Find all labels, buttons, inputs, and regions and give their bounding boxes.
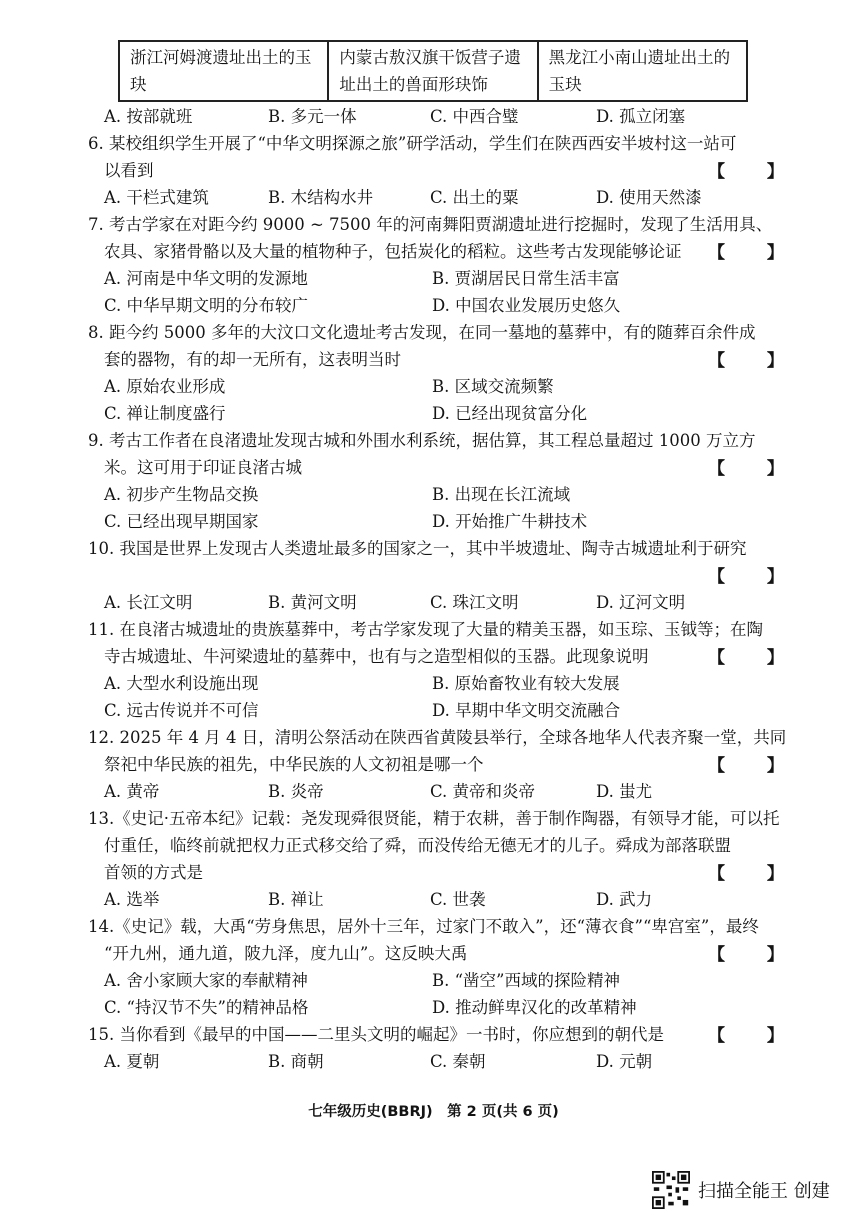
q8-option-d[interactable]: D. 已经出现贫富分化 (432, 404, 588, 423)
q10-stem-line1: 10. 我国是世界上发现古人类遗址最多的国家之一，其中半坡遗址、陶寺古城遗址利于研究 (88, 539, 747, 558)
q10-option-d[interactable]: D. 辽河文明 (596, 593, 686, 612)
q12-option-c[interactable]: C. 黄帝和炎帝 (430, 782, 536, 801)
scanner-watermark (652, 1170, 830, 1210)
q12-answer-bracket[interactable]: 【 】 (708, 756, 802, 776)
q7-stem-line2: 农具、家猪骨骼以及大量的植物种子，包括炭化的稻粒。这些考古发现能够论证 (104, 242, 682, 261)
q6-stem-line1: 6. 某校组织学生开展了“中华文明探源之旅”研学活动，学生们在陕西西安半坡村这一站可 (88, 134, 737, 153)
q11-option-a[interactable]: A. 大型水利设施出现 (104, 674, 259, 693)
q12-stem-line2: 祭祀中华民族的祖先，中华民族的人文初祖是哪一个 (104, 755, 484, 774)
q12-option-a[interactable]: A. 黄帝 (104, 782, 160, 801)
q7-option-d[interactable]: D. 中国农业发展历史悠久 (432, 296, 621, 315)
q8-option-a[interactable]: A. 原始农业形成 (104, 377, 226, 396)
q6-stem-line2: 以看到 (104, 161, 154, 180)
q14-stem-line1: 14.《史记》载，大禹“劳身焦思，居外十三年，过家门不敢入”，还“薄衣食”“卑宫室”，最终 (88, 917, 759, 936)
scanner-label: 扫描全能王 创建 (698, 1181, 830, 1202)
q10-answer-bracket[interactable]: 【 】 (708, 567, 802, 587)
q10-option-c[interactable]: C. 珠江文明 (430, 593, 519, 612)
qr-code-icon (652, 1171, 690, 1209)
q15-answer-bracket[interactable]: 【 】 (708, 1026, 802, 1046)
q5-option-d[interactable]: D. 孤立闭塞 (596, 107, 686, 126)
q13-option-a[interactable]: A. 选举 (104, 890, 160, 909)
q13-stem-line1: 13.《史记·五帝本纪》记载：尧发现舜很贤能，精于农耕，善于制作陶器，有领导才能，可以托 (88, 809, 780, 828)
q13-option-d[interactable]: D. 武力 (596, 890, 653, 909)
q13-option-c[interactable]: C. 世袭 (430, 890, 486, 909)
q15-option-b[interactable]: B. 商朝 (268, 1052, 324, 1071)
q9-stem-line2: 米。这可用于印证良渚古城 (104, 458, 302, 477)
q13-stem-line2: 付重任，临终前就把权力正式移交给了舜，而没传给无德无才的儿子。舜成为部落联盟 (104, 836, 731, 855)
q10-option-b[interactable]: B. 黄河文明 (268, 593, 357, 612)
q9-option-c[interactable]: C. 已经出现早期国家 (104, 512, 259, 531)
q15-stem-line1: 15. 当你看到《最早的中国——二里头文明的崛起》一书时，你应想到的朝代是 (88, 1025, 664, 1044)
page-footer: 七年级历史(BBRJ) 第 2 页(共 6 页) (308, 1104, 559, 1120)
q9-stem-line1: 9. 考古工作者在良渚遗址发现古城和外围水利系统，据估算，其工程总量超过 1000 万立方 (88, 431, 756, 450)
q15-option-c[interactable]: C. 秦朝 (430, 1052, 486, 1071)
q13-stem-line3: 首领的方式是 (104, 863, 203, 882)
q11-option-c[interactable]: C. 远古传说并不可信 (104, 701, 259, 720)
q6-option-b[interactable]: B. 木结构水井 (268, 188, 374, 207)
q7-stem-line1: 7. 考古学家在对距今约 9000 ~ 7500 年的河南舞阳贾湖遗址进行挖掘时，发现了生活用具、 (88, 215, 773, 234)
q14-option-c[interactable]: C. “持汉节不失”的精神品格 (104, 998, 309, 1017)
table-cell-xiaonanshan: 黑龙江小南山遗址出土的 玉玦 (538, 41, 747, 101)
q9-option-d[interactable]: D. 开始推广牛耕技术 (432, 512, 588, 531)
q6-option-c[interactable]: C. 出土的粟 (430, 188, 519, 207)
q6-answer-bracket[interactable]: 【 】 (708, 162, 802, 182)
q14-answer-bracket[interactable]: 【 】 (708, 945, 802, 965)
q14-option-b[interactable]: B. “凿空”西域的探险精神 (432, 971, 620, 990)
q5-option-a[interactable]: A. 按部就班 (104, 107, 193, 126)
q12-stem-line1: 12. 2025 年 4 月 4 日，清明公祭活动在陕西省黄陵县举行，全球各地华人代表齐聚一堂，共同 (88, 728, 787, 747)
q14-option-a[interactable]: A. 舍小家顾大家的奉献精神 (104, 971, 308, 990)
q5-option-b[interactable]: B. 多元一体 (268, 107, 357, 126)
q11-answer-bracket[interactable]: 【 】 (708, 648, 802, 668)
q10-option-a[interactable]: A. 长江文明 (104, 593, 193, 612)
q11-stem-line2: 寺古城遗址、牛河梁遗址的墓葬中，也有与之造型相似的玉器。此现象说明 (104, 647, 649, 666)
q14-stem-line2: “开九州，通九道，陂九泽，度九山”。这反映大禹 (104, 944, 468, 963)
q12-option-d[interactable]: D. 蚩尤 (596, 782, 653, 801)
q13-answer-bracket[interactable]: 【 】 (708, 864, 802, 884)
q8-stem-line1: 8. 距今约 5000 多年的大汶口文化遗址考古发现，在同一墓地的墓葬中，有的随葬百余件成 (88, 323, 756, 342)
q8-stem-line2: 套的器物，有的却一无所有，这表明当时 (104, 350, 401, 369)
q11-option-b[interactable]: B. 原始畜牧业有较大发展 (432, 674, 620, 693)
q6-option-a[interactable]: A. 干栏式建筑 (104, 188, 209, 207)
q7-answer-bracket[interactable]: 【 】 (708, 243, 802, 263)
artifact-table (118, 40, 748, 102)
q8-answer-bracket[interactable]: 【 】 (708, 351, 802, 371)
q5-option-c[interactable]: C. 中西合璧 (430, 107, 519, 126)
q6-option-d[interactable]: D. 使用天然漆 (596, 188, 702, 207)
table-cell-hemudu: 浙江河姆渡遗址出土的玉 玦 (119, 41, 328, 101)
q7-option-b[interactable]: B. 贾湖居民日常生活丰富 (432, 269, 620, 288)
table-cell-aohanqi: 内蒙古敖汉旗干饭营子遗 址出土的兽面形玦饰 (328, 41, 537, 101)
q12-option-b[interactable]: B. 炎帝 (268, 782, 324, 801)
q9-option-a[interactable]: A. 初步产生物品交换 (104, 485, 259, 504)
q11-stem-line1: 11. 在良渚古城遗址的贵族墓葬中，考古学家发现了大量的精美玉器，如玉琮、玉钺等；在陶 (88, 620, 763, 639)
q13-option-b[interactable]: B. 禅让 (268, 890, 324, 909)
q15-option-a[interactable]: A. 夏朝 (104, 1052, 160, 1071)
q15-option-d[interactable]: D. 元朝 (596, 1052, 653, 1071)
q9-answer-bracket[interactable]: 【 】 (708, 459, 802, 479)
q14-option-d[interactable]: D. 推动鲜卑汉化的改革精神 (432, 998, 637, 1017)
q11-option-d[interactable]: D. 早期中华文明交流融合 (432, 701, 621, 720)
q7-option-a[interactable]: A. 河南是中华文明的发源地 (104, 269, 308, 288)
q7-option-c[interactable]: C. 中华早期文明的分布较广 (104, 296, 309, 315)
q8-option-c[interactable]: C. 禅让制度盛行 (104, 404, 226, 423)
q8-option-b[interactable]: B. 区域交流频繁 (432, 377, 554, 396)
q9-option-b[interactable]: B. 出现在长江流域 (432, 485, 571, 504)
